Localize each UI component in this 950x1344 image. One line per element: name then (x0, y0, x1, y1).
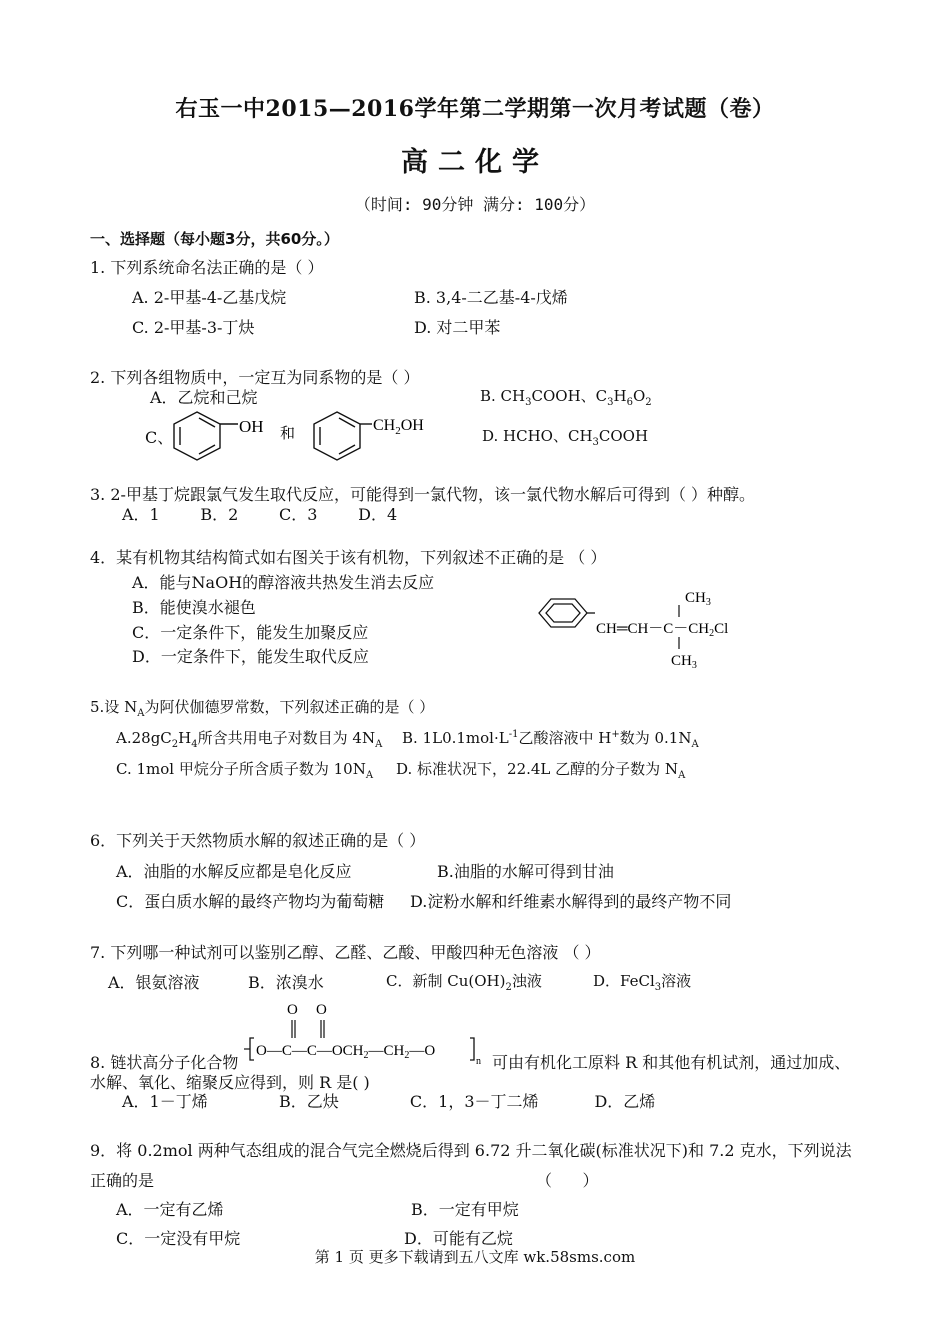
q5-stem: 5.设 $N_A$为阿伏伽德罗常数，下列叙述正确的是（ ） (90, 698, 435, 719)
q8-stem-line2: 水解、氧化、缩聚反应得到，则 R 是( ) (90, 1073, 370, 1092)
q2-option-a: A．乙烷和己烷 (150, 388, 258, 407)
q4-stem: 4．某有机物其结构简式如右图关于该有机物，下列叙述不正确的是 （ ） (90, 548, 607, 567)
and-word: 和 (280, 426, 296, 442)
q4-option-b: B．能使溴水褪色 (132, 598, 256, 617)
q5-option-b: B. $1L0.1mol\cdot L^{-1}$乙酸溶液中 H+数为 $0.1N_A$ (402, 729, 699, 750)
q2-option-d: D. HCHO、$CH_3COOH$ (482, 427, 649, 448)
q7-option-b: B．浓溴水 (248, 973, 324, 992)
q6-option-b: B.油脂的水解可得到甘油 (437, 862, 614, 881)
q9-option-b: B．一定有甲烷 (411, 1200, 519, 1219)
q7-option-c: C．新制 $Cu(OH)_2$浊液 (386, 972, 542, 993)
polymer-chain: $O—C—C—OCH_2—CH_2—O$ (256, 1043, 436, 1061)
q4-option-d: D．一定条件下，能发生取代反应 (132, 647, 369, 666)
polymer-n: n (476, 1056, 481, 1067)
q2-phenol-benzyl-alcohol-structures (172, 408, 472, 466)
q6-option-d: D.淀粉水解和纤维素水解得到的最终产物不同 (410, 892, 732, 911)
benzene-ring-2 (314, 412, 372, 460)
q2-option-c-label: C、 (145, 428, 174, 447)
q3-stem: 3. 2-甲基丁烷跟氯气发生取代反应，可能得到一氯代物，该一氯代物水解后可得到（ ）种醇。 (90, 485, 756, 504)
q2-stem: 2. 下列各组物质中，一定互为同系物的是（ ） (90, 368, 420, 387)
carbonyl-o-2: O (316, 1002, 327, 1018)
q4-structure-formula (525, 585, 775, 671)
time-info: （时间: 90分钟 满分: 100分） (354, 195, 596, 214)
q1-option-c: C. 2-甲基-3-丁炔 (132, 318, 255, 337)
q4-option-c: C．一定条件下，能发生加聚反应 (132, 623, 369, 642)
page-footer: 第 1 页 更多下载请到五八文库 wk.58sms.com (314, 1248, 636, 1266)
q2-option-b: B. $CH_3COOH$、$C_3H_6O_2$ (480, 387, 652, 408)
benzene-ring-1 (174, 412, 238, 460)
q8-polymer-structure (244, 998, 490, 1070)
q9-stem: 9．将 0.2mol 两种气态组成的混合气完全燃烧后得到 6.72 升二氧化碳(标准状况下)和 7.2 克水，下列说法 (90, 1141, 852, 1160)
q1-stem: 1. 下列系统命名法正确的是（ ） (90, 258, 324, 277)
q1-option-b: B. 3,4-二乙基-4-戊烯 (414, 288, 568, 307)
phenol-oh: OH (239, 417, 264, 436)
q4-option-a: A．能与NaOH的醇溶液共热发生消去反应 (132, 573, 435, 592)
q6-option-c: C．蛋白质水解的最终产物均为葡萄糖 (116, 892, 385, 911)
q5-option-c: C. 1mol 甲烷分子所含质子数为 $10N_A$ (116, 760, 374, 781)
main-chain: $CH═CH-C-CH_2Cl$ (596, 621, 729, 639)
ch3-bottom: $CH_3$ (671, 653, 697, 671)
q9-option-c: C．一定没有甲烷 (116, 1229, 241, 1248)
q8-stem-end: 可由有机化工原料 R 和其他有机试剂，通过加成、 (492, 1053, 851, 1072)
q9-answer-paren: （ ） (536, 1171, 599, 1190)
q6-option-a: A．油脂的水解反应都是皂化反应 (116, 862, 352, 881)
q8-stem-start: 8. 链状高分子化合物 (90, 1053, 239, 1072)
q8-options: A．1－丁烯 B．乙炔 C．1，3－丁二烯 D．乙烯 (122, 1092, 656, 1111)
q9-option-a: A．一定有乙烯 (116, 1200, 224, 1219)
benzyl-ch2oh: $CH_2OH$ (373, 417, 424, 437)
q9-stem-line2: 正确的是 (90, 1171, 155, 1190)
q5-option-d: D. 标准状况下，22.4L 乙醇的分子数为 $N_A$ (396, 760, 686, 781)
carbonyl-o-1: O (287, 1002, 298, 1018)
q5-option-a: $A.28gC_2H_4$所含共用电子对数目为 $4N_A$ (116, 729, 383, 750)
subject-title: 高二化学 (401, 147, 549, 178)
exam-title: 右玉一中2015—2016学年第二学期第一次月考试题（卷） (175, 96, 775, 122)
section-heading: 一、选择题（每小题3分，共60分。） (90, 230, 339, 248)
q7-stem: 7. 下列哪一种试剂可以鉴别乙醇、乙醛、乙酸、甲酸四种无色溶液 （ ） (90, 943, 601, 962)
q9-option-d: D．可能有乙烷 (404, 1229, 513, 1248)
ch3-top: $CH_3$ (685, 590, 711, 608)
benzene-ring-3 (539, 599, 595, 627)
q7-option-d: D．FeCl$_3$溶液 (593, 972, 692, 993)
q3-options: A．1 B．2 C．3 D．4 (122, 505, 398, 524)
q7-option-a: A．银氨溶液 (108, 973, 200, 992)
q6-stem: 6．下列关于天然物质水解的叙述正确的是（ ） (90, 831, 426, 850)
q1-option-a: A. 2-甲基-4-乙基戊烷 (132, 288, 287, 307)
q1-option-d: D. 对二甲苯 (414, 318, 501, 337)
